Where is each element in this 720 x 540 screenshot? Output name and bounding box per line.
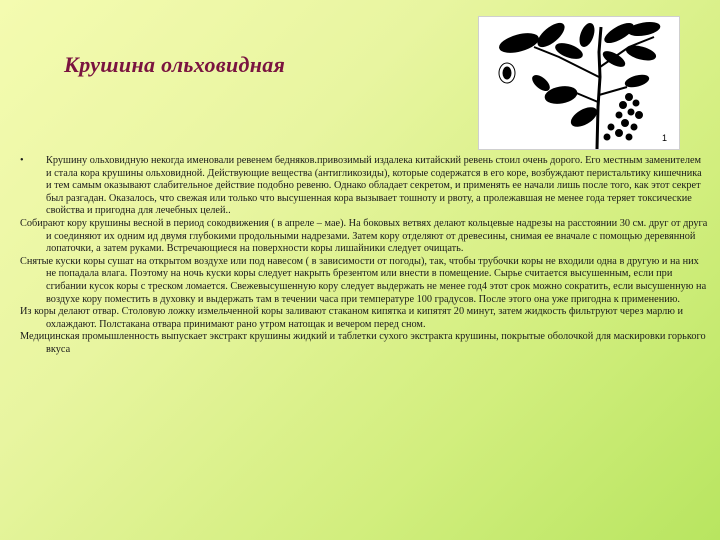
figure-number: 1 [661, 133, 667, 143]
page-title: Крушина ольховидная [64, 52, 286, 77]
paragraph-1 [20, 155, 708, 218]
paragraph-2: Собирают кору крушины весной в период сокодвижения ( в апреле – мае). На боковых ветвях делают кольцевые надрезы на расстоянии 30 см. друг от друга и соединяют их одним ид двумя глубокими продольными надрезами. Затем кору отделяют от древесины, снимая ее вначале с помощью деревянной лопаточки, а затем руками. Встречающиеся на поверхности коры лишайники следует очищать. [20, 217, 708, 255]
bullet-icon: • [20, 155, 24, 166]
paragraph-4: Из коры делают отвар. Столовую ложку измельченной коры заливают стаканом кипятка и кипятят 20 минут, затем жидкость фильтруют через марлю и охлаждают. Полстакана отвара принимают рано утром натощак и вечером перед сном. [20, 306, 684, 330]
body-text [20, 155, 708, 357]
buckthorn-plant-drawing [479, 17, 679, 149]
paragraph-5: Медицинская промышленность выпускает экстракт крушины жидкий и таблетки сухого экстракта крушины, покрытые оболочкой для маскировки горького вкуса [20, 331, 706, 355]
plant-illustration [478, 16, 680, 150]
paragraph-1-text: Крушину ольховидную некогда именовали ревенем бедняков.привозимый издалека китайский ревень стоил очень дорого. Его местным заменителем и стала кора крушины ольховидной. Действующие вещества (антигликозиды), которые содержатся в его коре, возбуждают перистальтику кишечника и тем самым оказывают слабительное действие подобно ревеню. Однако обладает секретом, и применять ее начали лишь после того, как этот секрет был разгадан. Оказалось, что свежая или только что высушенная кора вызывает тошноту и рвоту, а пролежавшая не менее года теряет токсические свойства и пригодна для лечебных целей.. [46, 155, 702, 217]
paragraph-3: Снятые куски коры сушат на открытом воздухе или под навесом ( в зависимости от погоды), так, чтобы трубочки коры не входили одна в другую и на них не попадала влага. Поэтому на ночь куски коры следует накрыть брезентом или внести в помещение. Сырье считается высушенным, если при сгибании кусок коры с треском ломается. Свежевысушенную кору следует выдержать не менее год4 этот срок можно сократить, если высушенную на воздухе кору поместить в духовку и выдержать там в течении часа при температуре 100 градусов. После этого она уже пригодна к применению. [20, 255, 707, 305]
